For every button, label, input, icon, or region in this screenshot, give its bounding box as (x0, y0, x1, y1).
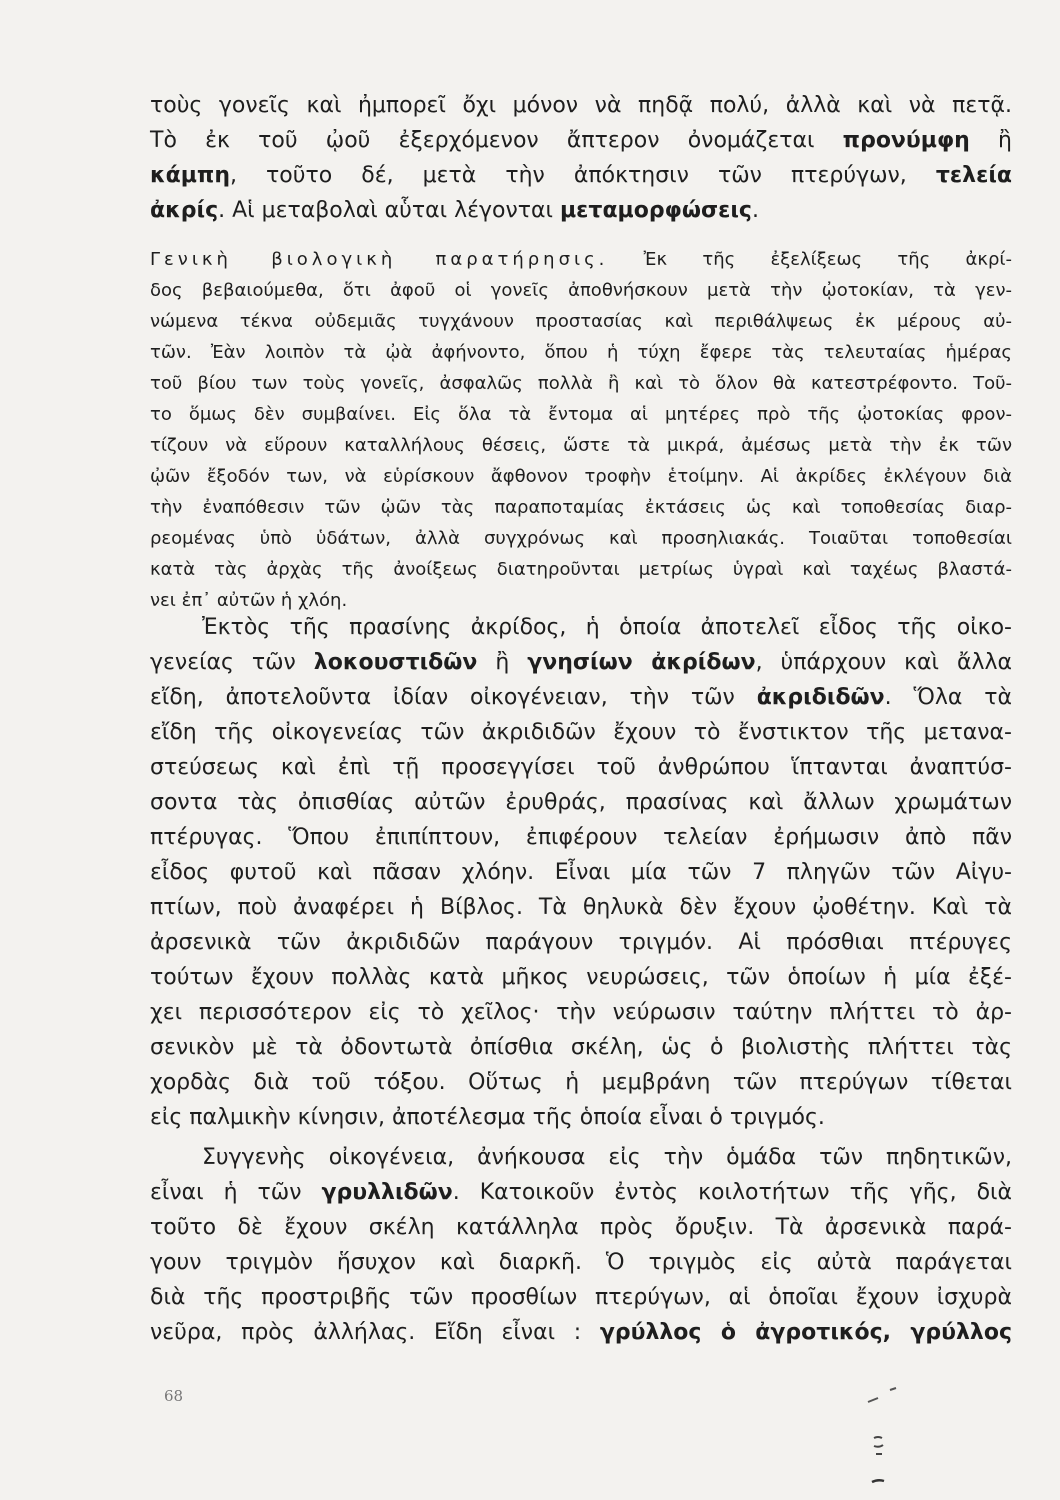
bold-term: γρυλλιδῶν (321, 1180, 453, 1205)
text-line (150, 461, 1012, 492)
text-line (150, 1280, 1012, 1315)
text-run: τοὺς γονεῖς καὶ ἠμπορεῖ ὄχι μόνον νὰ πηδᾷ πολύ, ἀλλὰ καὶ νὰ πετᾷ. (150, 93, 1012, 118)
text-line (150, 430, 1012, 461)
bold-term: λοκουστιδῶν (313, 650, 478, 675)
text-run: δος βεβαιούμεθα, ὅτι ἀφοῦ οἱ γονεῖς ἀποθνήσκουν μετὰ τὴν ᾠοτοκίαν, τὰ γεν- (150, 280, 1012, 301)
text-run: τῶν. Ἐὰν λοιπὸν τὰ ᾠὰ ἀφήνοντο, ὅπου ἡ τύχη ἔφερε τὰς τελευταίας ἡμέρας (150, 342, 1012, 363)
text-line (150, 1175, 1012, 1210)
text-line (150, 960, 1012, 995)
text-line (150, 275, 1012, 306)
scan-artifact-marks (860, 1380, 900, 1490)
text-run: τίζουν νὰ εὕρουν καταλλήλους θέσεις, ὥστε τὰ μικρά, ἀμέσως μετὰ τὴν ἐκ τῶν (150, 435, 1012, 456)
text-run: , ὑπάρχουν καὶ ἄλλα (755, 650, 1012, 675)
text-run: ἢ (969, 128, 1012, 153)
biological-note-first-line (150, 244, 1012, 275)
text-run: στεύσεως καὶ ἐπὶ τῇ προσεγγίσει τοῦ ἀνθρώπου ἵπτανται ἀναπτύσ- (150, 755, 1012, 780)
text-line (150, 158, 1012, 193)
text-run: νώμενα τέκνα οὐδεμιᾶς τυγχάνουν προστασίας καὶ περιθάλψεως ἐκ μέρους αὐ- (150, 311, 1012, 332)
text-run: τοῦ βίου των τοὺς γονεῖς, ἀσφαλῶς πολλὰ ἢ καὶ τὸ ὅλον θὰ κατεστρέφοντο. Τοῦ- (150, 373, 1012, 394)
text-line (150, 1140, 1012, 1175)
text-line (150, 88, 1012, 123)
text-line (150, 785, 1012, 820)
text-line (150, 1315, 1012, 1350)
text-line (150, 337, 1012, 368)
text-run: ἀρσενικὰ τῶν ἀκριδιδῶν παράγουν τριγμόν. Αἱ πρόσθιαι πτέρυγες (150, 930, 1012, 955)
text-run: τοῦτο δὲ ἔχουν σκέλη κατάλληλα πρὸς ὄρυξιν. Τὰ ἀρσενικὰ παρά- (150, 1215, 1012, 1240)
section-heading: Γενικὴ βιολογικὴ παρατήρησις. (150, 249, 609, 270)
bold-term: τελεία (935, 163, 1012, 188)
biological-note-body (150, 275, 1012, 616)
text-line (150, 554, 1012, 585)
text-run: σενικὸν μὲ τὰ ὀδοντωτὰ ὀπίσθια σκέλη, ὡς ὁ βιολιστὴς πλήττει τὰς (150, 1035, 1012, 1060)
text-line (150, 1100, 1012, 1135)
text-run: ἢ (477, 650, 528, 675)
text-run: Συγγενὴς οἰκογένεια, ἀνήκουσα εἰς τὴν ὁμάδα τῶν πηδητικῶν, (202, 1145, 1012, 1170)
text-run: ᾠῶν ἔξοδόν των, νὰ εὑρίσκουν ἄφθονον τροφὴν ἑτοίμην. Αἱ ἀκρίδες ἐκλέγουν διὰ (150, 466, 1012, 487)
page-number: 68 (164, 1387, 184, 1405)
text-run: σοντα τὰς ὀπισθίας αὐτῶν ἐρυθράς, πρασίνας καὶ ἄλλων χρωμάτων (150, 790, 1012, 815)
text-run: νεῦρα, πρὸς ἀλλήλας. Εἴδη εἶναι : (150, 1320, 600, 1345)
text-line (150, 1245, 1012, 1280)
text-run: εἰς παλμικὴν κίνησιν, ἀποτέλεσμα τῆς ὁποία εἶναι ὁ τριγμός. (150, 1105, 825, 1130)
text-run: τὴν ἐναπόθεσιν τῶν ᾠῶν τὰς παραποταμίας ἐκτάσεις ὡς καὶ τοποθεσίας διαρ- (150, 497, 1012, 518)
text-line (150, 523, 1012, 554)
bold-term: ἀκρίς (150, 198, 219, 223)
bold-term: γνησίων ἀκρίδων (527, 650, 756, 675)
paragraph-acrididae (150, 610, 1012, 1135)
text-run: . Αἱ μεταβολαὶ αὗται λέγονται (218, 198, 560, 223)
text-line (150, 715, 1012, 750)
text-line (150, 750, 1012, 785)
text-line (150, 645, 1012, 680)
paragraph-metamorphosis (150, 88, 1012, 228)
text-run: Ἐκτὸς τῆς πρασίνης ἀκρίδος, ἡ ὁποία ἀποτελεῖ εἶδος τῆς οἰκο- (202, 615, 1012, 640)
text-line (150, 820, 1012, 855)
text-line (150, 890, 1012, 925)
text-run: διὰ τῆς προστριβῆς τῶν προσθίων πτερύγων, αἱ ὁποῖαι ἔχουν ἰσχυρὰ (150, 1285, 1012, 1310)
bold-term: γρύλλος ὁ ἀγροτικός, γρύλλος (599, 1320, 1012, 1345)
text-run: τούτων ἔχουν πολλὰς κατὰ μῆκος νευρώσεις, τῶν ὁποίων ἡ μία ἐξέ- (150, 965, 1012, 990)
text-run: πτέρυγας. Ὅπου ἐπιπίπτουν, ἐπιφέρουν τελείαν ἐρήμωσιν ἀπὸ πᾶν (150, 825, 1012, 850)
text-run: πτίων, ποὺ ἀναφέρει ἡ Βίβλος. Τὰ θηλυκὰ δὲν ἔχουν ᾠοθέτην. Καὶ τὰ (150, 895, 1012, 920)
text-line (150, 399, 1012, 430)
text-line (150, 193, 1012, 228)
text-line (150, 1030, 1012, 1065)
text-run: . Κατοικοῦν ἐντὸς κοιλοτήτων τῆς γῆς, διὰ (452, 1180, 1012, 1205)
text-run: νει ἐπ᾽ αὐτῶν ἡ χλόη. (150, 590, 348, 611)
text-line (150, 368, 1012, 399)
text-run: κατὰ τὰς ἀρχὰς τῆς ἀνοίξεως διατηροῦνται μετρίως ὑγραὶ καὶ ταχέως βλαστά- (150, 559, 1012, 580)
text-line (150, 855, 1012, 890)
bold-term: προνύμφη (842, 128, 970, 153)
text-run: , τοῦτο δέ, μετὰ τὴν ἀπόκτησιν τῶν πτερύγων, (230, 163, 936, 188)
text-line (150, 306, 1012, 337)
text-run: . (751, 198, 759, 223)
text-line (150, 1210, 1012, 1245)
text-run: . Ὅλα τὰ (884, 685, 1012, 710)
text-run: γενείας τῶν (150, 650, 314, 675)
bold-term: ἀκριδιδῶν (756, 685, 885, 710)
text-run: ρεομένας ὑπὸ ὑδάτων, ἀλλὰ συγχρόνως καὶ προσηλιακάς. Τοιαῦται τοποθεσίαι (150, 528, 1012, 549)
text-line (150, 610, 1012, 645)
text-line (150, 995, 1012, 1030)
text-run: χει περισσότερον εἰς τὸ χεῖλος· τὴν νεύρωσιν ταύτην πλήττει τὸ ἀρ- (150, 1000, 1012, 1025)
text-run: εἴδη, ἀποτελοῦντα ἰδίαν οἰκογένειαν, τὴν τῶν (150, 685, 757, 710)
text-run: εἴδη τῆς οἰκογενείας τῶν ἀκριδιδῶν ἔχουν τὸ ἔνστικτον τῆς μετανα- (150, 720, 1012, 745)
text-run: χορδὰς διὰ τοῦ τόξου. Οὕτως ἡ μεμβράνη τῶν πτερύγων τίθεται (150, 1070, 1012, 1095)
bold-term: μεταμορφώσεις (559, 198, 752, 223)
text-run: εἶδος φυτοῦ καὶ πᾶσαν χλόην. Εἶναι μία τῶν 7 πληγῶν τῶν Αἰγυ- (150, 860, 1012, 885)
text-line (150, 1065, 1012, 1100)
text-run: το ὅμως δὲν συμβαίνει. Εἰς ὅλα τὰ ἔντομα αἱ μητέρες πρὸ τῆς ᾠοτοκίας φρον- (150, 404, 1012, 425)
heading-continuation: Ἐκ τῆς ἐξελίξεως τῆς ἀκρί- (608, 249, 1012, 270)
bold-term: κάμπη (150, 163, 230, 188)
text-line (150, 925, 1012, 960)
text-line (150, 123, 1012, 158)
text-run: εἶναι ἡ τῶν (150, 1180, 322, 1205)
text-run: γουν τριγμὸν ἥσυχον καὶ διαρκῆ. Ὁ τριγμὸς εἰς αὐτὰ παράγεται (150, 1250, 1012, 1275)
text-line (150, 492, 1012, 523)
paragraph-biological-note (150, 244, 1012, 616)
text-run: Τὸ ἐκ τοῦ ᾠοῦ ἐξερχόμενον ἄπτερον ὀνομάζεται (150, 128, 843, 153)
text-line (150, 680, 1012, 715)
paragraph-gryllidae (150, 1140, 1012, 1350)
